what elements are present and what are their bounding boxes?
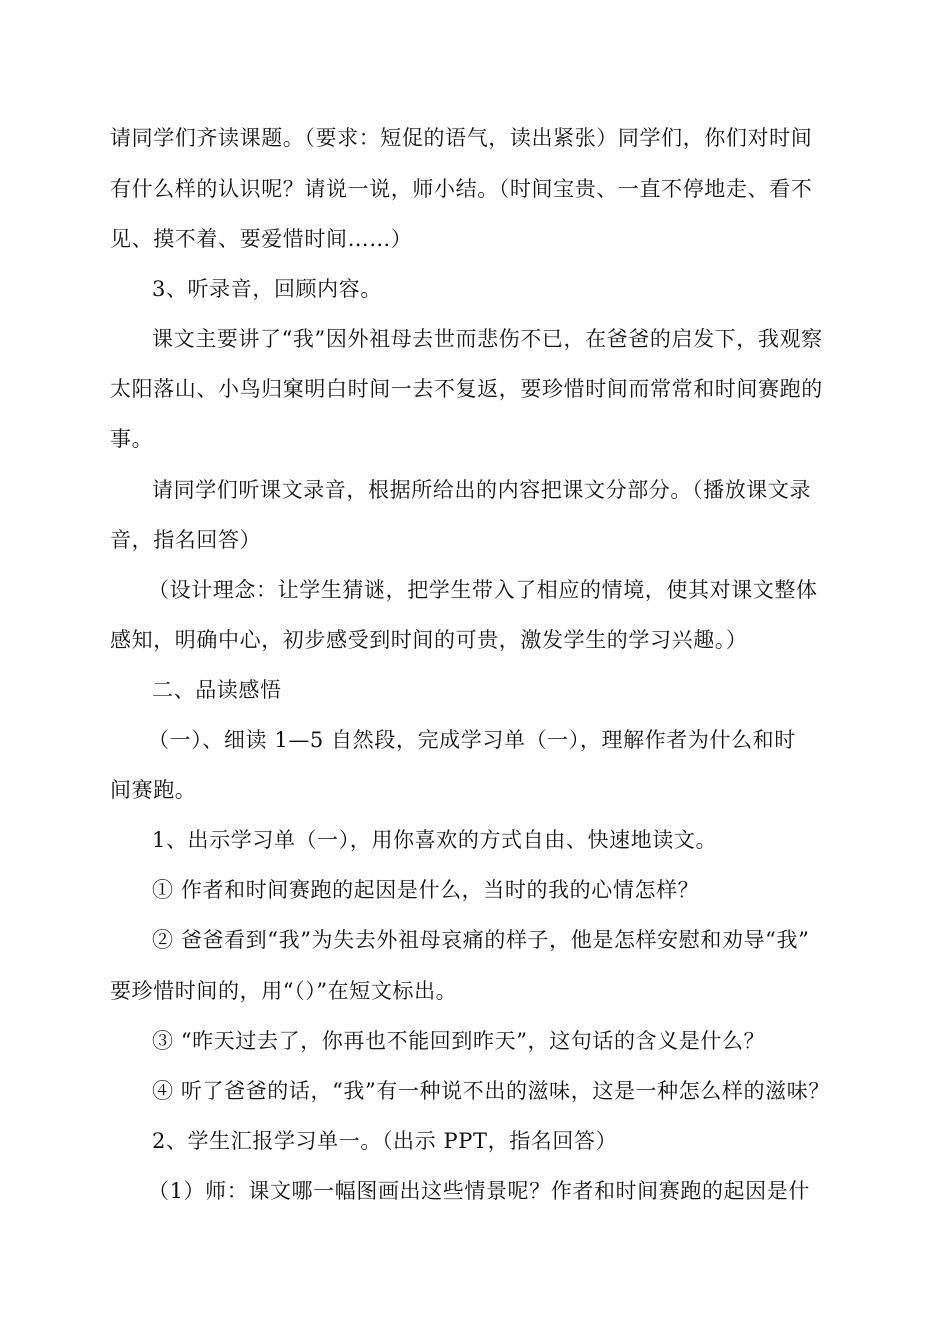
- subsection-heading: （一）、细读 1—5 自然段，完成学习单（一），理解作者为什么和时: [148, 728, 796, 752]
- question-item: 要珍惜时间的，用“（）”在短文标出。: [110, 979, 458, 1003]
- question-item: ① 作者和时间赛跑的起因是什么，当时的我的心情怎样？: [152, 878, 700, 902]
- text-line: 音，指名回答）: [110, 528, 262, 552]
- text-line: （1）师：课文哪一幅图画出这些情景呢？作者和时间赛跑的起因是什: [148, 1179, 810, 1203]
- subsection-heading: 间赛跑。: [110, 778, 197, 802]
- text-line: 请同学们齐读课题。（要求：短促的语气，读出紧张）同学们，你们对时间: [110, 126, 813, 150]
- text-line: 课文主要讲了“我”因外祖母去世而悲伤不已，在爸爸的启发下，我观察: [152, 327, 823, 351]
- text-line: 有什么样的认识呢？请说一说，师小结。（时间宝贵、一直不停地走、看不: [110, 177, 813, 201]
- text-line: 1、出示学习单（一），用你喜欢的方式自由、快速地读文。: [152, 828, 718, 852]
- question-item: ② 爸爸看到“我”为失去外祖母哀痛的样子，他是怎样安慰和劝导“我”: [152, 928, 810, 952]
- design-note: 感知，明确中心，初步感受到时间的可贵，激发学生的学习兴趣。）: [110, 628, 748, 652]
- text-line: 见、摸不着、要爱惜时间……）: [110, 227, 413, 251]
- text-line: 事。: [110, 427, 154, 451]
- section-heading: 3、听录音，回顾内容。: [152, 277, 382, 301]
- text-line: 太阳落山、小鸟归窠明白时间一去不复返，要珍惜时间而常常和时间赛跑的: [110, 377, 823, 401]
- design-note: （设计理念：让学生猜谜，把学生带入了相应的情境，使其对课文整体: [148, 578, 818, 602]
- text-line: 请同学们听课文录音，根据所给出的内容把课文分部分。（播放课文录: [152, 478, 812, 502]
- question-item: ③ “昨天过去了，你再也不能回到昨天”，这句话的含义是什么？: [152, 1029, 766, 1053]
- question-item: ④ 听了爸爸的话，“我”有一种说不出的滋味，这是一种怎么样的滋味？: [152, 1079, 830, 1103]
- section-heading: 二、品读感悟: [152, 678, 282, 702]
- text-line: 2、学生汇报学习单一。（出示 PPT，指名回答）: [152, 1129, 618, 1153]
